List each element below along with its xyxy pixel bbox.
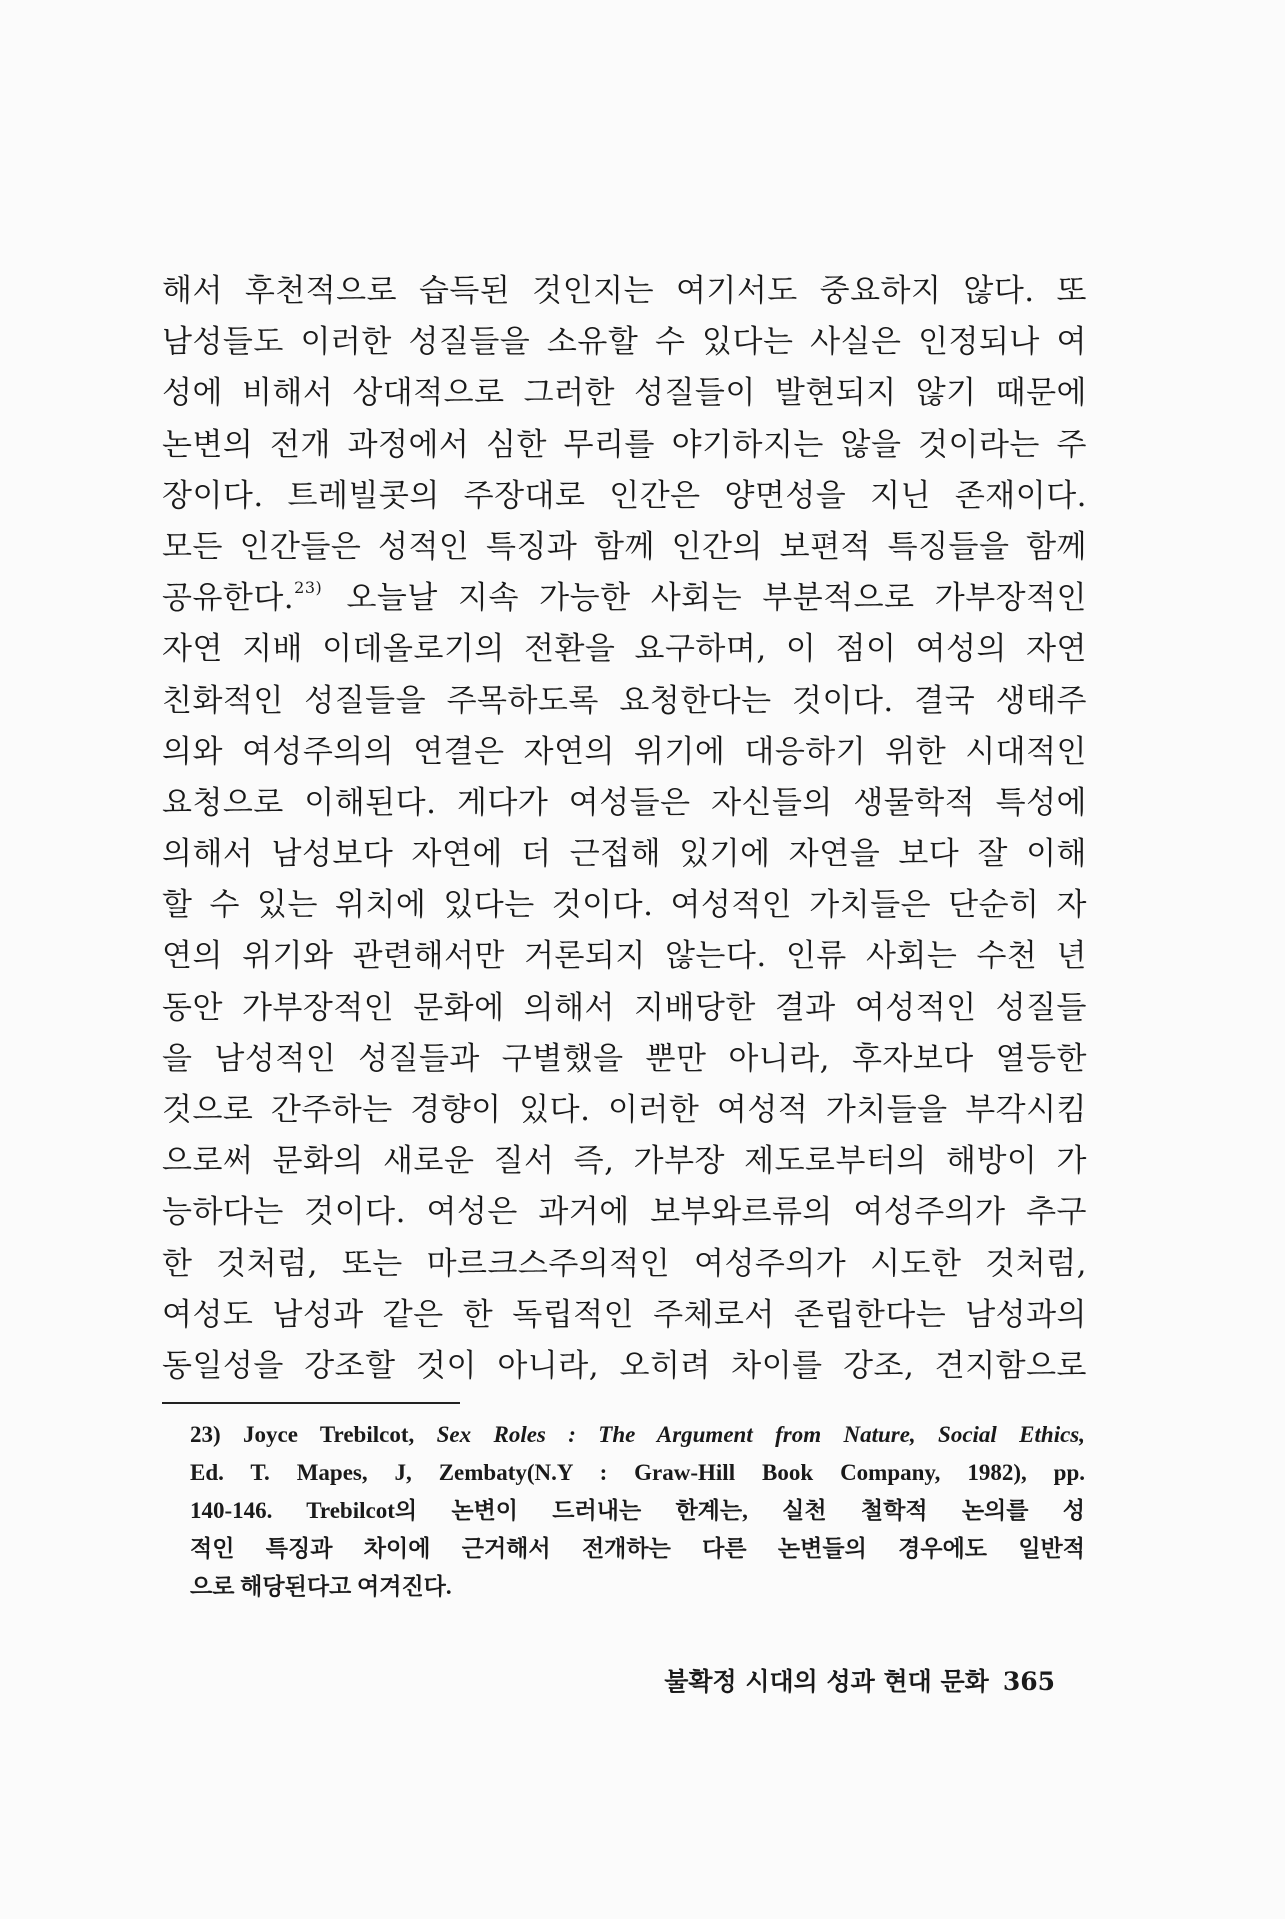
footnote-line: 으로 해당된다고 여겨진다. (190, 1574, 452, 1599)
body-line: 친화적인 성질들을 주목하도록 요청한다는 것이다. 결국 생태주 (162, 682, 1087, 719)
body-line-with-footnote-ref (162, 573, 1087, 624)
body-line: 연의 위기와 관련해서만 거론되지 않는다. 인류 사회는 수천 년 (162, 938, 1087, 975)
page-number: 365 (1002, 1667, 1055, 1696)
body-line: 논변의 전개 과정에서 심한 무리를 야기하지는 않을 것이라는 주 (162, 426, 1087, 463)
body-line: 해서 후천적으로 습득된 것인지는 여기서도 중요하지 않다. 또 (162, 273, 1087, 309)
body-line: 동안 가부장적인 문화에 의해서 지배당한 결과 여성적인 성질들 (162, 989, 1087, 1026)
body-line-start: 공유한다. (162, 580, 295, 617)
footnote-line (190, 1416, 1085, 1454)
body-line: 할 수 있는 위치에 있다는 것이다. 여성적인 가치들은 단순히 자 (162, 887, 1087, 924)
footnote-title: Sex Roles : The Argument from Nature, Social Ethics, (436, 1422, 1085, 1447)
body-line: 을 남성적인 성질들과 구별했을 뿐만 아니라, 후자보다 열등한 (162, 1040, 1087, 1077)
body-line: 성에 비해서 상대적으로 그러한 성질들이 발현되지 않기 때문에 (162, 375, 1087, 412)
footnote-line: 140-146. Trebilcot의 논변이 드러내는 한계는, 실천 철학적 논의를 성 (190, 1498, 1085, 1523)
body-line: 한 것처럼, 또는 마르크스주의적인 여성주의가 시도한 것처럼, (162, 1245, 1087, 1282)
body-line: 동일성을 강조할 것이 아니라, 오히려 차이를 강조, 견지함으로 (162, 1347, 1087, 1384)
body-line-end: 오늘날 지속 가능한 사회는 부분적으로 가부장적인 (346, 580, 1087, 617)
body-text (162, 266, 1087, 1392)
body-line: 의와 여성주의의 연결은 자연의 위기에 대응하기 위한 시대적인 (162, 733, 1087, 770)
footnote-line: Ed. T. Mapes, J, Zembaty(N.Y : Graw-Hill Book Company, 1982), pp. (190, 1460, 1085, 1485)
body-line: 장이다. 트레빌콧의 주장대로 인간은 양면성을 지닌 존재이다. (162, 477, 1087, 514)
body-line: 으로써 문화의 새로운 질서 즉, 가부장 제도로부터의 해방이 가 (162, 1143, 1087, 1180)
body-line: 자연 지배 이데올로기의 전환을 요구하며, 이 점이 여성의 자연 (162, 631, 1087, 668)
body-line: 남성들도 이러한 성질들을 소유할 수 있다는 사실은 인정되나 여 (162, 324, 1087, 361)
running-footer (600, 1662, 1055, 1702)
footnote-reference: 23) (294, 578, 323, 598)
body-line: 요청으로 이해된다. 게다가 여성들은 자신들의 생물학적 특성에 (162, 784, 1087, 821)
footnote-author: Joyce Trebilcot, (243, 1422, 415, 1447)
body-line: 능하다는 것이다. 여성은 과거에 보부와르류의 여성주의가 추구 (162, 1194, 1087, 1231)
footnote-divider (162, 1402, 460, 1404)
body-line: 여성도 남성과 같은 한 독립적인 주체로서 존립한다는 남성과의 (162, 1296, 1087, 1333)
footnote-line: 적인 특징과 차이에 근거해서 전개하는 다른 논변들의 경우에도 일반적 (190, 1536, 1085, 1561)
body-line: 모든 인간들은 성적인 특징과 함께 인간의 보편적 특징들을 함께 (162, 528, 1087, 565)
footnote (190, 1416, 1085, 1606)
body-line: 의해서 남성보다 자연에 더 근접해 있기에 자연을 보다 잘 이해 (162, 836, 1087, 873)
running-title: 불확정 시대의 성과 현대 문화 (664, 1667, 989, 1696)
body-line: 것으로 간주하는 경향이 있다. 이러한 여성적 가치들을 부각시킴 (162, 1092, 1087, 1128)
footnote-number: 23) (190, 1422, 221, 1447)
